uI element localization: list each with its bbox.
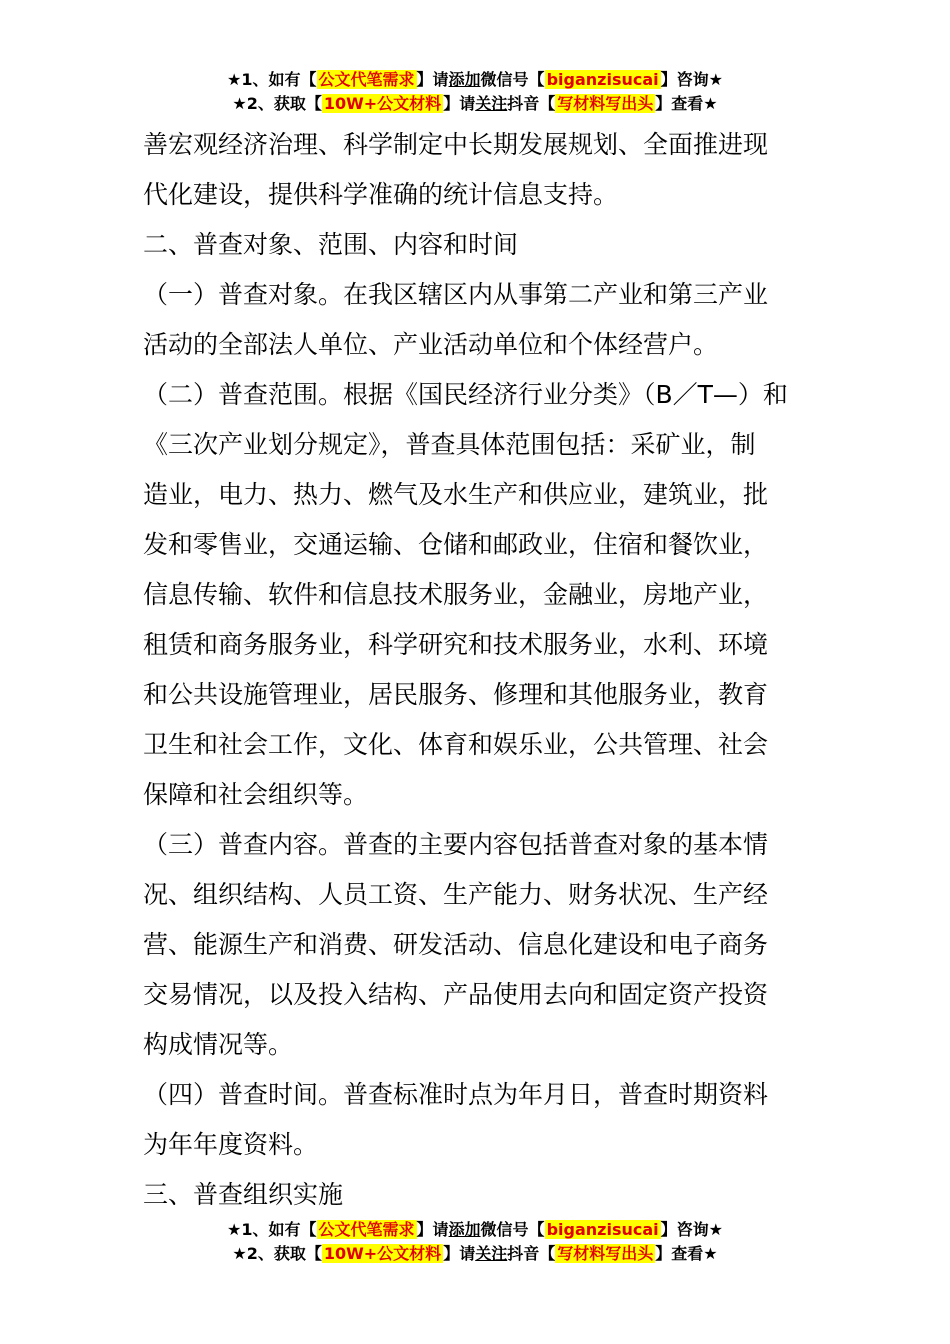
text-line: 况、组织结构、人员工资、生产能力、财务状况、生产经	[143, 880, 769, 909]
text-line: 代化建设，提供科学准确的统计信息支持。	[143, 180, 619, 209]
text-line: 和公共设施管理业，居民服务、修理和其他服务业，教育	[143, 680, 769, 709]
banner-highlight: 10W+公文材料	[323, 1244, 442, 1263]
banner-underline: 关注	[475, 94, 508, 113]
section-heading: 三、普查组织实施	[143, 1180, 344, 1209]
text-line: 为年年度资料。	[143, 1130, 319, 1159]
banner-underline: 添加	[448, 1220, 481, 1239]
banner-highlight: 公文代笔需求	[318, 1220, 415, 1239]
text-line: 善宏观经济治理、科学制定中长期发展规划、全面推进现	[143, 130, 769, 159]
banner-line-2	[0, 1242, 950, 1266]
section-heading: 二、普查对象、范围、内容和时间	[143, 230, 519, 259]
banner-text: 】请	[443, 94, 476, 113]
banner-line-2	[0, 92, 950, 116]
banner-highlight: biganzisucai	[546, 70, 659, 89]
text-line: 发和零售业，交通运输、仓储和邮政业，住宿和餐饮业，	[143, 530, 769, 559]
text-line: （一）普查对象。在我区辖区内从事第二产业和第三产业	[143, 280, 769, 309]
banner-text: ★1、如有【	[227, 1220, 317, 1239]
text-line: 信息传输、软件和信息技术服务业，金融业，房地产业，	[143, 580, 769, 609]
banner-text: 】查看★	[655, 94, 718, 113]
text-line: （二）普查范围。根据《国民经济行业分类》（B／T—）和	[143, 380, 788, 409]
banner-text: 】请	[443, 1244, 476, 1263]
text-line: 保障和社会组织等。	[143, 780, 369, 809]
banner-highlight: 10W+公文材料	[323, 94, 442, 113]
banner-text: 抖音【	[507, 94, 556, 113]
text-line: 《三次产业划分规定》，普查具体范围包括：采矿业，制	[143, 430, 756, 459]
header-banner	[0, 68, 950, 116]
banner-text: 】请	[416, 1220, 449, 1239]
banner-highlight: 公文代笔需求	[318, 70, 415, 89]
text-line: 租赁和商务服务业，科学研究和技术服务业，水利、环境	[143, 630, 769, 659]
document-body	[143, 120, 813, 1220]
text-line: 卫生和社会工作，文化、体育和娱乐业，公共管理、社会	[143, 730, 769, 759]
banner-line-1	[0, 68, 950, 92]
text-line: 交易情况，以及投入结构、产品使用去向和固定资产投资	[143, 980, 769, 1009]
banner-highlight: 写材料写出头	[557, 94, 654, 113]
banner-text: 微信号【	[480, 1220, 545, 1239]
banner-text: 抖音【	[507, 1244, 556, 1263]
banner-text: 】咨询★	[660, 1220, 723, 1239]
text-line: 营、能源生产和消费、研发活动、信息化建设和电子商务	[143, 930, 769, 959]
banner-text: ★1、如有【	[227, 70, 317, 89]
footer-banner	[0, 1218, 950, 1266]
text-line: 活动的全部法人单位、产业活动单位和个体经营户。	[143, 330, 719, 359]
text-line: 造业，电力、热力、燃气及水生产和供应业，建筑业，批	[143, 480, 769, 509]
text-line: （四）普查时间。普查标准时点为年月日，普查时期资料	[143, 1080, 769, 1109]
banner-text: ★2、获取【	[232, 1244, 322, 1263]
banner-line-1	[0, 1218, 950, 1242]
banner-text: 】咨询★	[660, 70, 723, 89]
banner-text: 】查看★	[655, 1244, 718, 1263]
banner-text: ★2、获取【	[232, 94, 322, 113]
banner-highlight: 写材料写出头	[557, 1244, 654, 1263]
banner-text: 】请	[416, 70, 449, 89]
banner-text: 微信号【	[480, 70, 545, 89]
banner-underline: 关注	[475, 1244, 508, 1263]
text-line: （三）普查内容。普查的主要内容包括普查对象的基本情	[143, 830, 769, 859]
text-line: 构成情况等。	[143, 1030, 294, 1059]
banner-highlight: biganzisucai	[546, 1220, 659, 1239]
banner-underline: 添加	[448, 70, 481, 89]
